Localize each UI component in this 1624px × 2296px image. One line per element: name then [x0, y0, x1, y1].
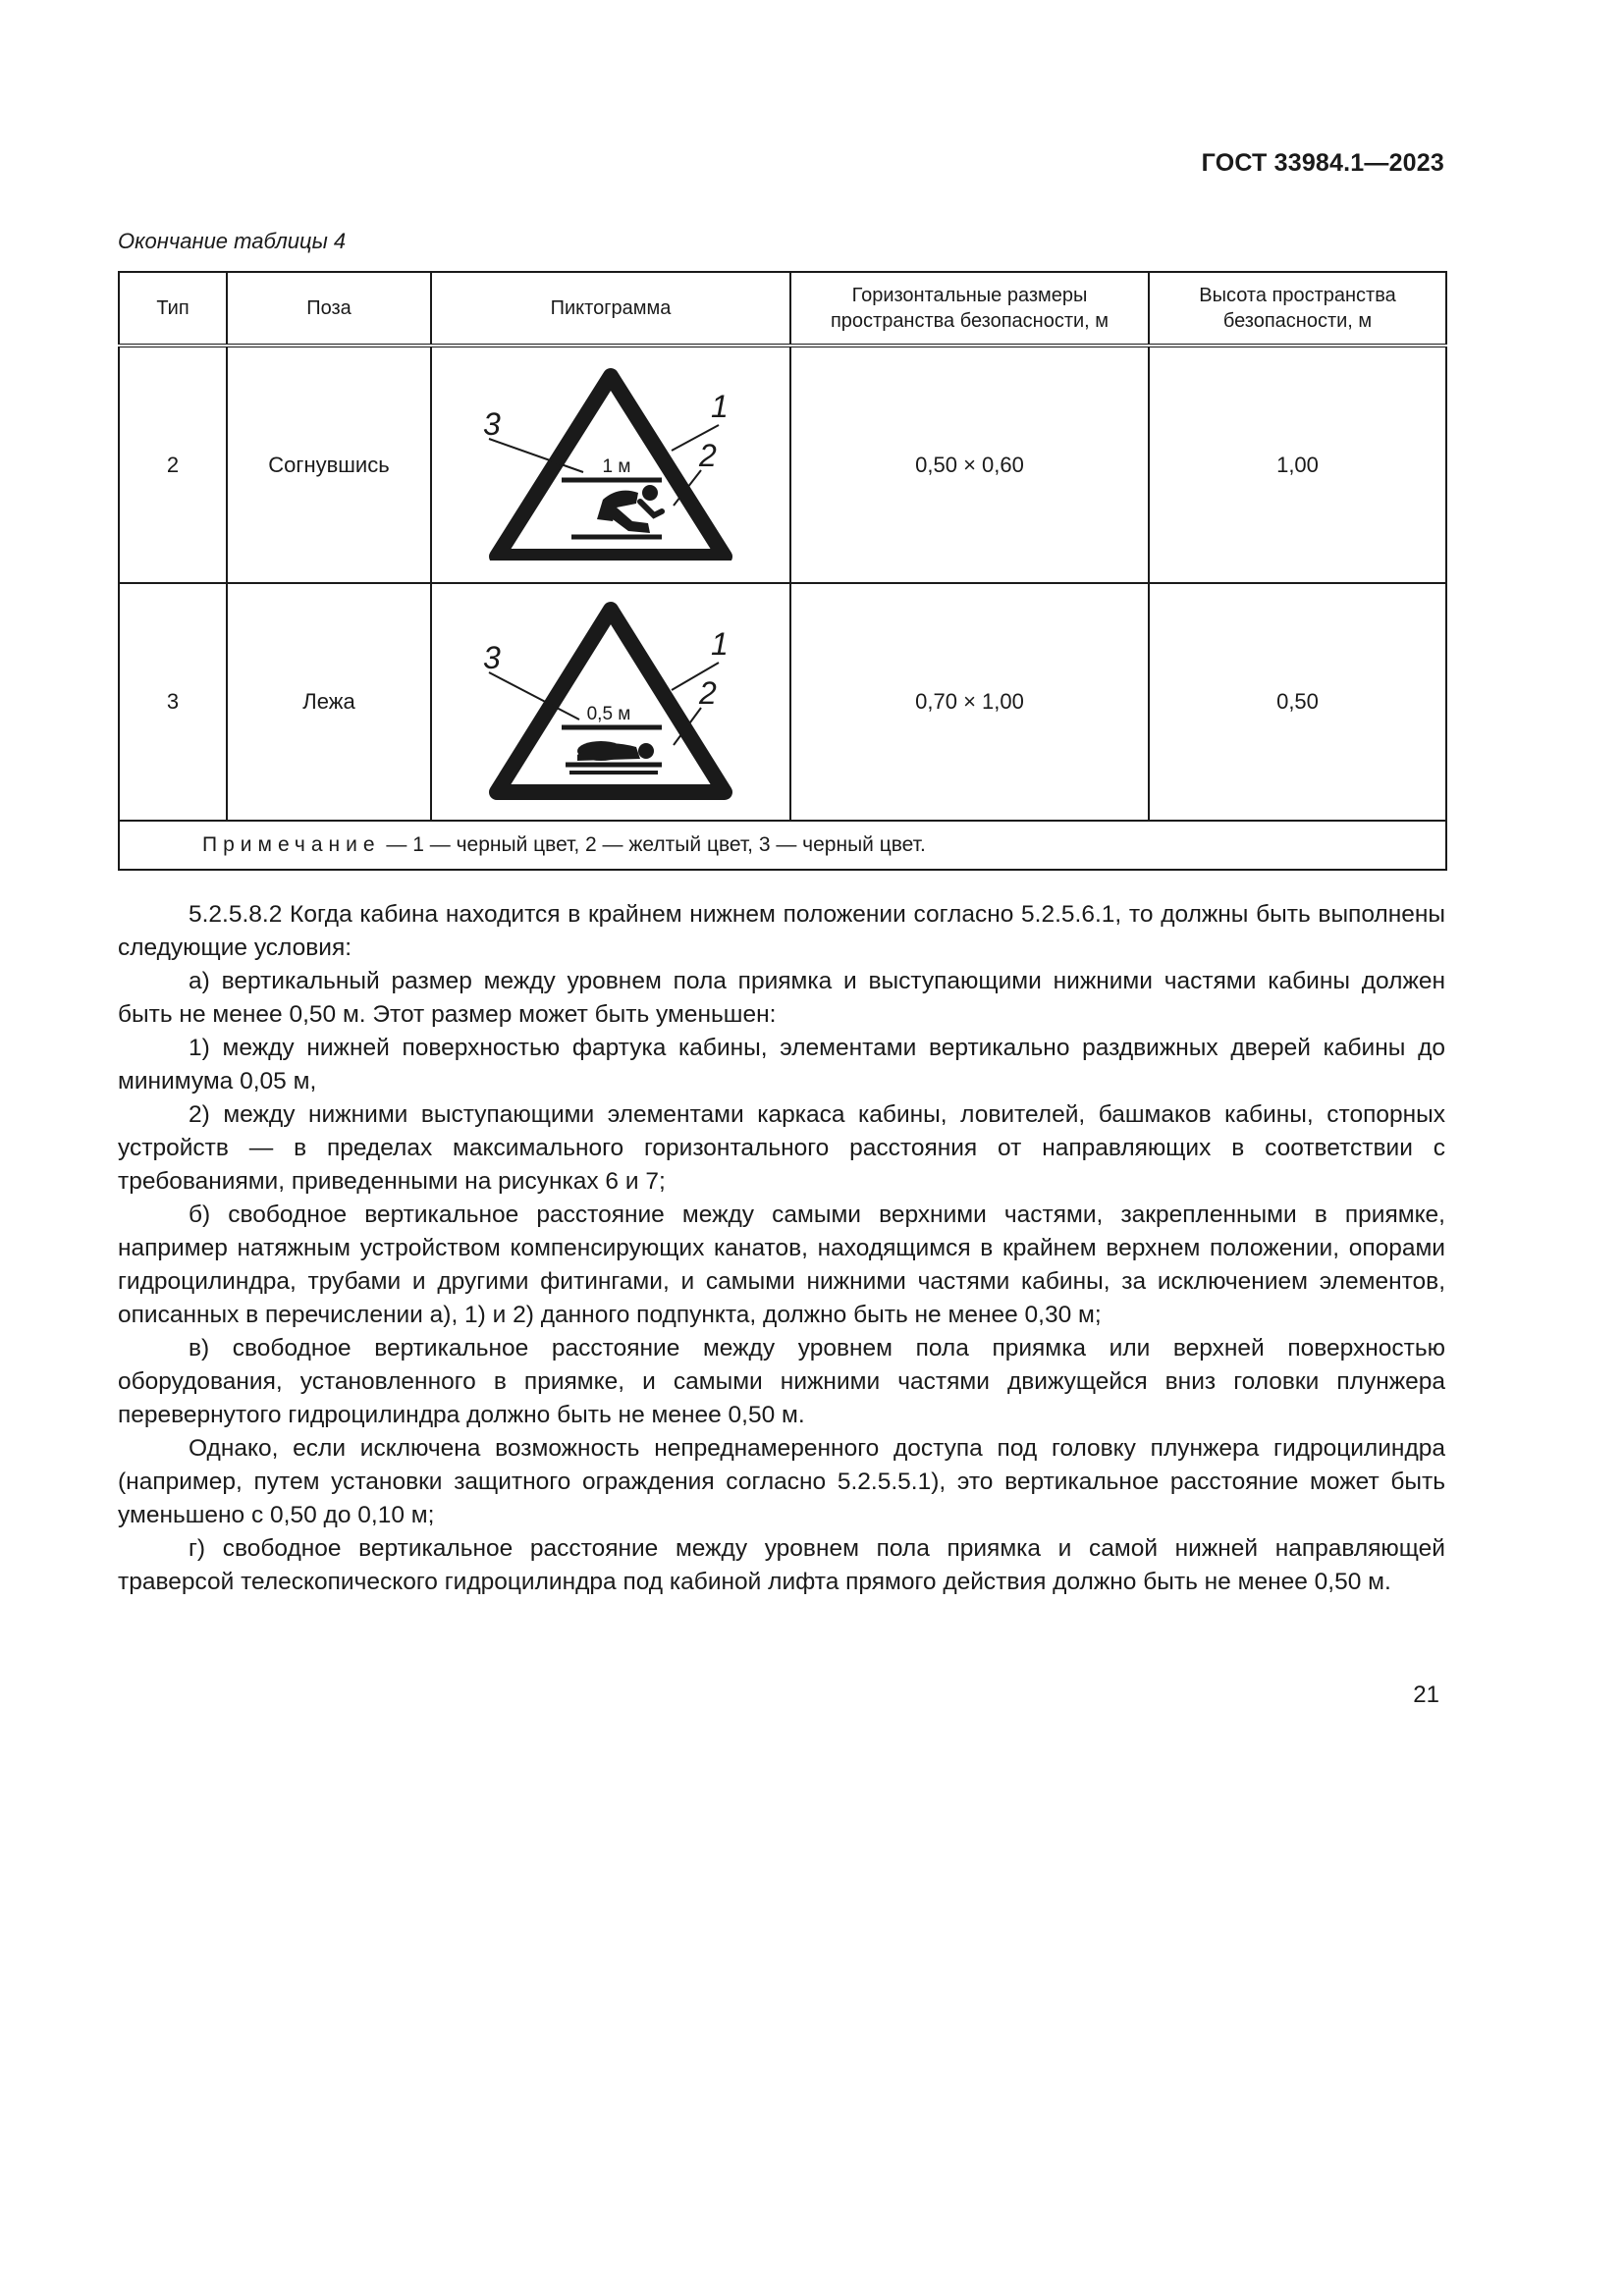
crouching-pictogram: [444, 364, 778, 561]
height-label: 1 м: [602, 455, 631, 477]
crouching-person-icon: [597, 485, 662, 533]
callout-3: 3: [483, 640, 501, 675]
cell-pose: Лежа: [227, 583, 431, 821]
paragraph: 2) между нижними выступающими элементами каркаса кабины, ловителей, башмаков кабины, стопорных устройств — в пределах максимального горизонтального расстояния от направляющих в соответствии с требованиями, приведенными на рисунках 6 и 7;: [118, 1101, 1445, 1195]
cell-height: 0,50: [1149, 583, 1446, 821]
col-header-pictogram: Пиктограмма: [431, 272, 790, 346]
paragraph: Однако, если исключена возможность непреднамеренного доступа под головку плунжера гидроцилиндра (например, путем установки защитного ограждения согласно 5.2.5.5.1), это вертикальное расстояние может быть уменьшено с 0,50 до 0,10 м;: [118, 1435, 1445, 1528]
page-number: 21: [1413, 1682, 1439, 1708]
standard-code: ГОСТ 33984.1—2023: [1201, 149, 1444, 177]
table-header-row: [119, 272, 1446, 346]
callout-2: 2: [699, 437, 717, 473]
paragraph: 1) между нижней поверхностью фартука кабины, элементами вертикально раздвижных дверей кабины до минимума 0,05 м,: [118, 1035, 1445, 1095]
note-text: — 1 — черный цвет, 2 — желтый цвет, 3 — черный цвет.: [386, 833, 926, 856]
paragraph: в) свободное вертикальное расстояние между уровнем пола приямка или верхней поверхностью оборудования, установленного в приямке, и самыми нижними частями движущейся вниз головки плунжера перевернутого гидроцилиндра должно быть не менее 0,50 м.: [118, 1335, 1445, 1428]
lying-person-icon: [577, 741, 654, 761]
callout-3: 3: [483, 405, 501, 442]
col-header-horizontal: Горизонтальные размеры пространства безопасности, м: [790, 272, 1149, 346]
paragraph: 5.2.5.8.2 Когда кабина находится в крайнем нижнем положении согласно 5.2.5.6.1, то должны быть выполнены следующие условия:: [118, 901, 1445, 961]
cell-horizontal: 0,70 × 1,00: [790, 583, 1149, 821]
col-header-height: Высота пространства безопасности, м: [1149, 272, 1446, 346]
cell-height: 1,00: [1149, 346, 1446, 583]
callout-1: 1: [711, 388, 729, 424]
paragraph: а) вертикальный размер между уровнем пола приямка и выступающими нижними частями кабины должен быть не менее 0,50 м. Этот размер может быть уменьшен:: [118, 968, 1445, 1028]
cell-horizontal: 0,50 × 0,60: [790, 346, 1149, 583]
table-note: [119, 821, 1446, 870]
callout-2: 2: [699, 675, 717, 711]
lying-pictogram: [444, 598, 778, 800]
table-row: [119, 346, 1446, 583]
safety-space-table: [118, 271, 1447, 871]
note-label: Примечание: [202, 833, 381, 856]
height-label: 0,5 м: [586, 704, 631, 724]
callout-1: 1: [711, 626, 729, 662]
table-row: [119, 583, 1446, 821]
paragraph: г) свободное вертикальное расстояние между уровнем пола приямка и самой нижней направляющей траверсой телескопического гидроцилиндра под кабиной лифта прямого действия должно быть не менее 0,50 м.: [118, 1535, 1445, 1595]
cell-type: 2: [119, 346, 227, 583]
paragraph: б) свободное вертикальное расстояние между самыми верхними частями, закрепленными в приямке, например натяжным устройством компенсирующих канатов, находящимся в крайнем верхнем положении, опорами гидроцилиндра, трубами и другими фитингами, и самыми нижними частями кабины, за исключением элементов, описанных в перечислении а), 1) и 2) данного подпункта, должно быть не менее 0,30 м;: [118, 1201, 1445, 1328]
cell-pose: Согнувшись: [227, 346, 431, 583]
cell-pictogram: [431, 346, 790, 583]
table-note-row: [119, 821, 1446, 870]
col-header-pose: Поза: [227, 272, 431, 346]
body-text: [118, 898, 1445, 1599]
cell-pictogram: [431, 583, 790, 821]
col-header-type: Тип: [119, 272, 227, 346]
cell-type: 3: [119, 583, 227, 821]
table-caption: Окончание таблицы 4: [118, 229, 347, 253]
